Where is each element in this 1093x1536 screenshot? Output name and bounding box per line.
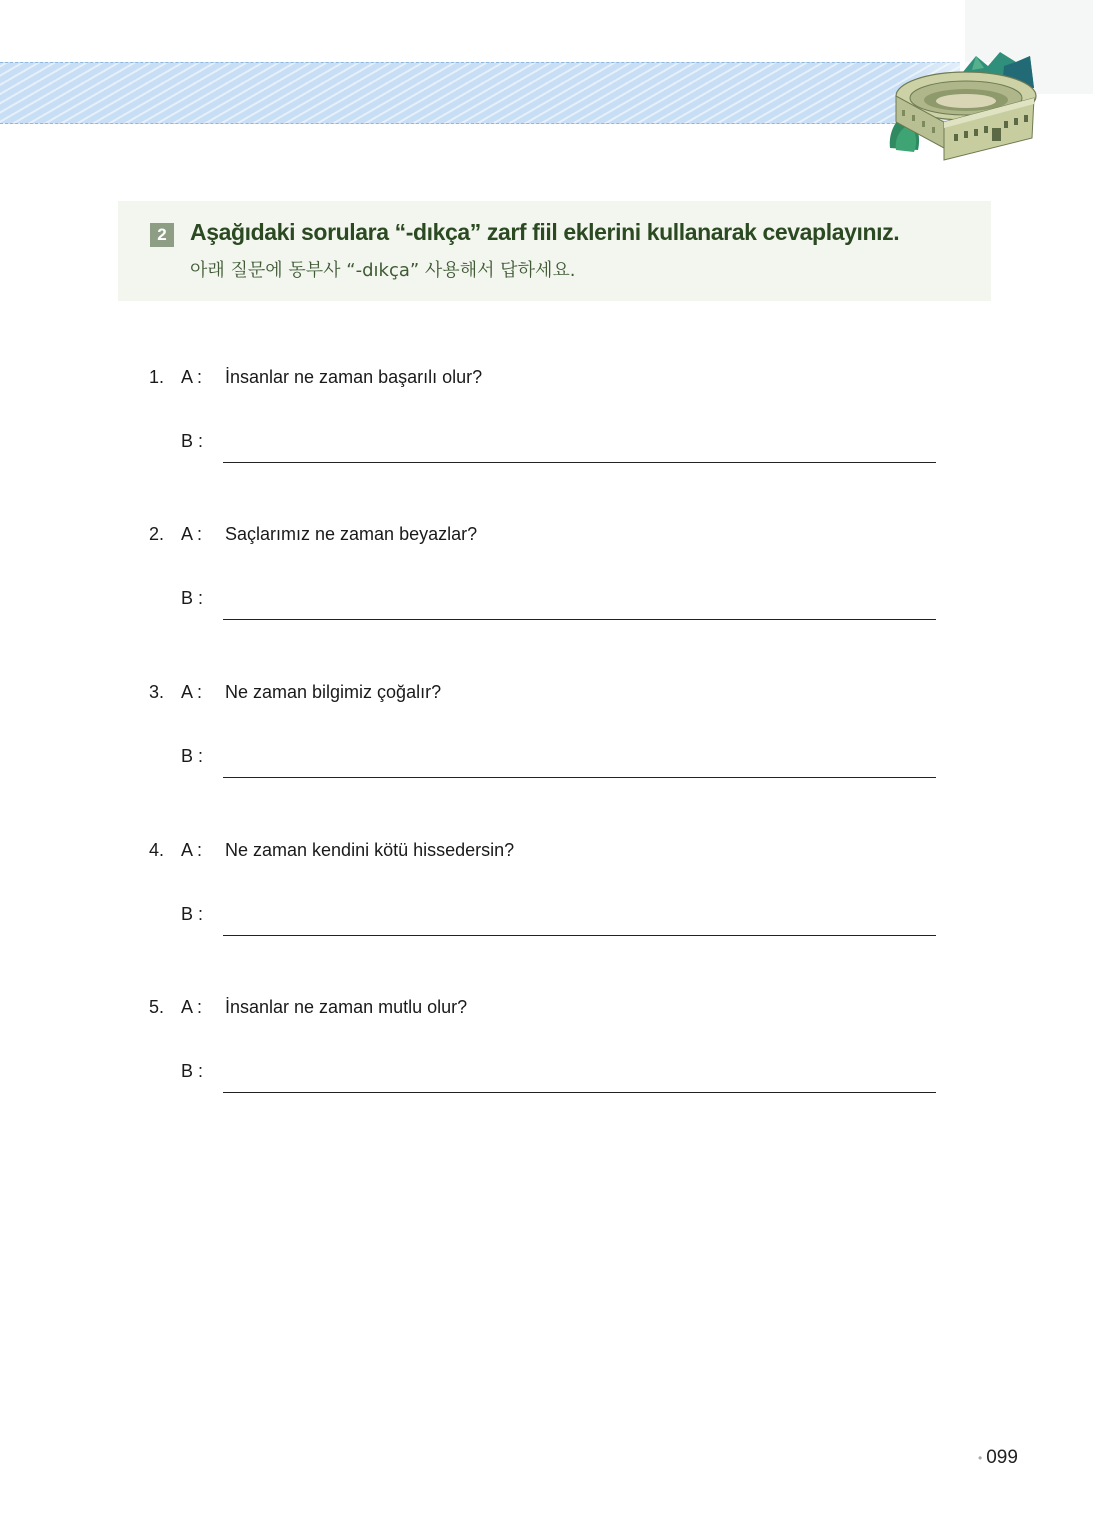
speaker-a-label: A :	[181, 367, 203, 387]
question-text: İnsanlar ne zaman başarılı olur?	[225, 367, 483, 387]
answer-line[interactable]	[223, 777, 936, 778]
question-number: 1.	[149, 367, 165, 387]
answer-line[interactable]	[223, 462, 936, 463]
speaker-a-label: A :	[181, 682, 203, 702]
question-number: 4.	[149, 840, 165, 860]
question-number: 5.	[149, 997, 165, 1017]
page-dot-icon: •	[978, 1450, 983, 1465]
question-5	[0, 997, 1093, 1127]
exercise-title-turkish: Aşağıdaki sorulara “-dıkça” zarf fiil eklerini kullanarak cevaplayınız.	[190, 219, 900, 245]
page-number	[978, 1447, 1018, 1469]
question-text: Ne zaman bilgimiz çoğalır?	[225, 682, 442, 702]
question-number: 3.	[149, 682, 165, 702]
question-text: İnsanlar ne zaman mutlu olur?	[225, 997, 468, 1017]
question-1	[0, 367, 1093, 497]
header-band	[0, 62, 960, 124]
exercise-title-korean: 아래 질문에 동부사 “-dıkça” 사용해서 답하세요.	[190, 260, 576, 281]
speaker-b-label: B :	[181, 588, 204, 608]
speaker-b-label: B :	[181, 431, 204, 451]
question-text: Saçlarımız ne zaman beyazlar?	[225, 524, 478, 544]
amphitheater-illustration-icon	[884, 48, 1040, 166]
question-2	[0, 524, 1093, 654]
speaker-a-label: A :	[181, 524, 203, 544]
answer-line[interactable]	[223, 1092, 936, 1093]
speaker-b-label: B :	[181, 1061, 204, 1081]
answer-line[interactable]	[223, 619, 936, 620]
instruction-box	[118, 201, 991, 301]
speaker-b-label: B :	[181, 746, 204, 766]
speaker-b-label: B :	[181, 904, 204, 924]
answer-line[interactable]	[223, 935, 936, 936]
page-number-value: 099	[986, 1447, 1018, 1468]
question-3	[0, 682, 1093, 812]
question-4	[0, 840, 1093, 970]
exercise-number-badge: 2	[150, 223, 174, 247]
speaker-a-label: A :	[181, 840, 203, 860]
question-number: 2.	[149, 524, 165, 544]
question-text: Ne zaman kendini kötü hissedersin?	[225, 840, 515, 860]
speaker-a-label: A :	[181, 997, 203, 1017]
